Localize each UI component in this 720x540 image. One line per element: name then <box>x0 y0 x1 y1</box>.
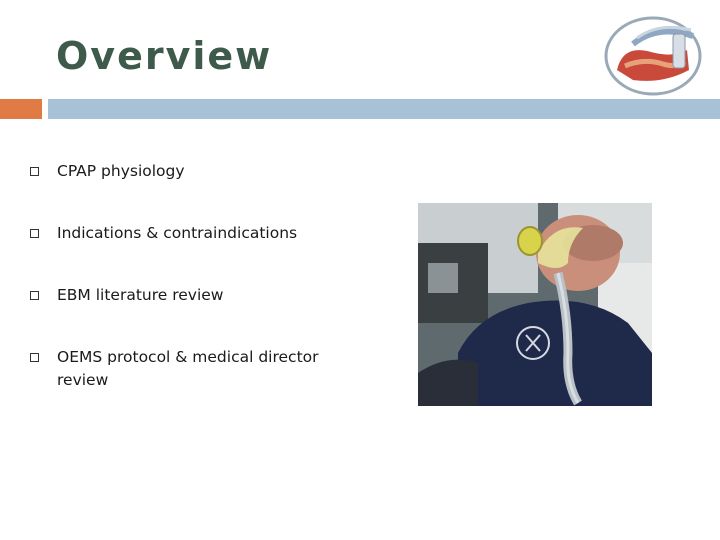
square-bullet-icon <box>30 353 39 362</box>
square-bullet-icon <box>30 167 39 176</box>
bullet-item <box>30 346 370 392</box>
bullet-item <box>30 222 370 245</box>
bullet-item <box>30 160 370 183</box>
bullet-text: CPAP physiology <box>57 162 185 180</box>
accent-bar-blue <box>48 99 720 119</box>
bullet-text: OEMS protocol & medical director review <box>57 348 319 389</box>
accent-bar-orange <box>0 99 42 119</box>
slide-title: Overview <box>56 34 273 78</box>
bullet-text: EBM literature review <box>57 286 224 304</box>
airway-logo <box>603 14 703 98</box>
square-bullet-icon <box>30 229 39 238</box>
bullet-list <box>30 160 370 431</box>
square-bullet-icon <box>30 291 39 300</box>
bullet-text: Indications & contraindications <box>57 224 298 242</box>
bullet-item <box>30 284 370 307</box>
patient-cpap-mask-photo <box>418 203 652 406</box>
